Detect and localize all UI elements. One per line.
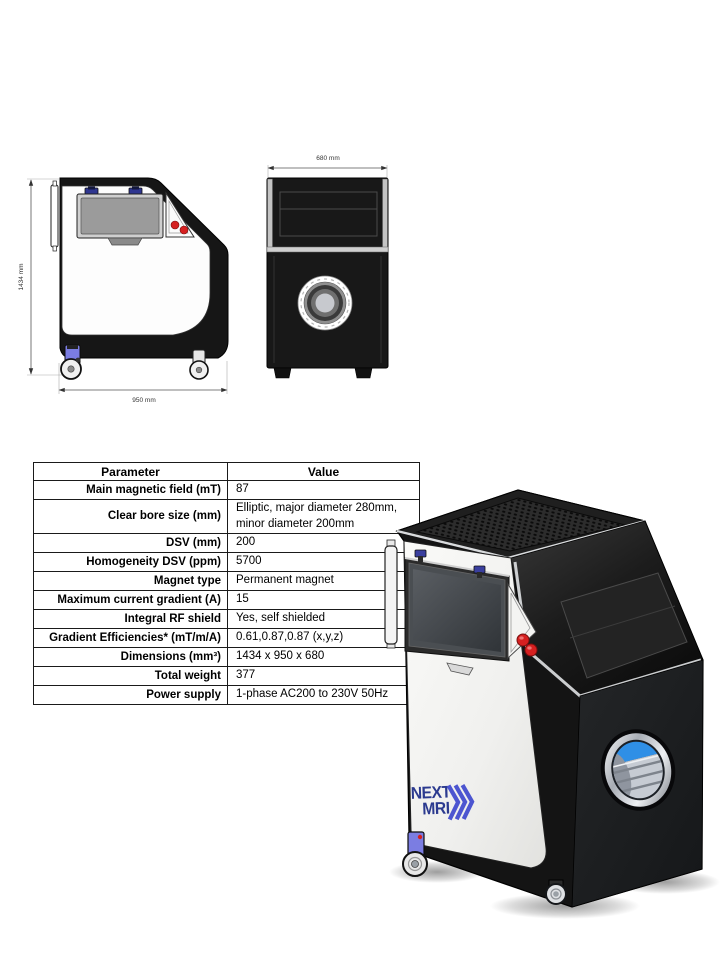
table-row bbox=[34, 553, 420, 572]
column-header-parameter: Parameter bbox=[34, 463, 228, 481]
table-row bbox=[34, 500, 420, 534]
side-screen bbox=[81, 198, 159, 234]
width-dimension-label: 950 mm bbox=[132, 397, 156, 404]
front-separator-band bbox=[267, 247, 388, 252]
side-screen-latch bbox=[108, 238, 142, 245]
parameter-cell: Total weight bbox=[34, 667, 228, 686]
parameter-cell: Power supply bbox=[34, 686, 228, 705]
value-cell: 0.61,0.87,0.87 (x,y,z) bbox=[228, 629, 420, 648]
value-cell: Yes, self shielded bbox=[228, 610, 420, 629]
side-button-red-1 bbox=[171, 221, 179, 229]
side-button-red-2 bbox=[180, 226, 188, 234]
side-view-drawing bbox=[10, 145, 240, 410]
table-row bbox=[34, 591, 420, 610]
front-foot-left bbox=[274, 368, 291, 378]
column-header-value: Value bbox=[228, 463, 420, 481]
parameter-cell: Magnet type bbox=[34, 572, 228, 591]
side-handle-rail bbox=[51, 185, 58, 247]
caster-front-middle bbox=[546, 880, 566, 904]
side-caster-right bbox=[190, 350, 208, 379]
front-width-label: 680 mm bbox=[316, 155, 340, 162]
table-row bbox=[34, 610, 420, 629]
value-cell: 1-phase AC200 to 230V 50Hz bbox=[228, 686, 420, 705]
table-row bbox=[34, 481, 420, 500]
table-row bbox=[34, 686, 420, 705]
table-row bbox=[34, 667, 420, 686]
value-cell: Permanent magnet bbox=[228, 572, 420, 591]
parameter-cell: Maximum current gradient (A) bbox=[34, 591, 228, 610]
value-cell: Elliptic, major diameter 280mm, minor diameter 200mm bbox=[228, 500, 420, 534]
height-dimension-label: 1434 mm bbox=[18, 263, 25, 291]
value-cell: 15 bbox=[228, 591, 420, 610]
spec-table-header-row bbox=[34, 463, 420, 481]
parameter-cell: Main magnetic field (mT) bbox=[34, 481, 228, 500]
value-cell: 5700 bbox=[228, 553, 420, 572]
parameter-cell: Homogeneity DSV (ppm) bbox=[34, 553, 228, 572]
caster-front-left bbox=[403, 832, 427, 876]
value-cell: 1434 x 950 x 680 bbox=[228, 648, 420, 667]
front-bore-opening bbox=[298, 276, 352, 330]
red-button-1 bbox=[517, 634, 529, 646]
front-view-drawing bbox=[255, 145, 400, 392]
brand-text-next: NEXT bbox=[410, 782, 451, 803]
parameter-cell: Integral RF shield bbox=[34, 610, 228, 629]
table-row bbox=[34, 648, 420, 667]
spec-table-body bbox=[34, 481, 420, 705]
value-cell: 200 bbox=[228, 534, 420, 553]
front-machine-body bbox=[267, 178, 388, 368]
value-cell: 377 bbox=[228, 667, 420, 686]
handle-rail bbox=[385, 540, 397, 648]
front-foot-right bbox=[355, 368, 372, 378]
value-cell: 87 bbox=[228, 481, 420, 500]
table-row bbox=[34, 572, 420, 591]
spec-table bbox=[33, 462, 420, 705]
parameter-cell: DSV (mm) bbox=[34, 534, 228, 553]
parameter-cell: Gradient Efficiencies* (mT/m/A) bbox=[34, 629, 228, 648]
parameter-cell: Dimensions (mm³) bbox=[34, 648, 228, 667]
table-row bbox=[34, 534, 420, 553]
parameter-cell: Clear bore size (mm) bbox=[34, 500, 228, 534]
table-row bbox=[34, 629, 420, 648]
brand-text-mri: MRI bbox=[421, 798, 450, 819]
product-3d-render bbox=[375, 470, 720, 960]
red-button-2 bbox=[525, 644, 537, 656]
